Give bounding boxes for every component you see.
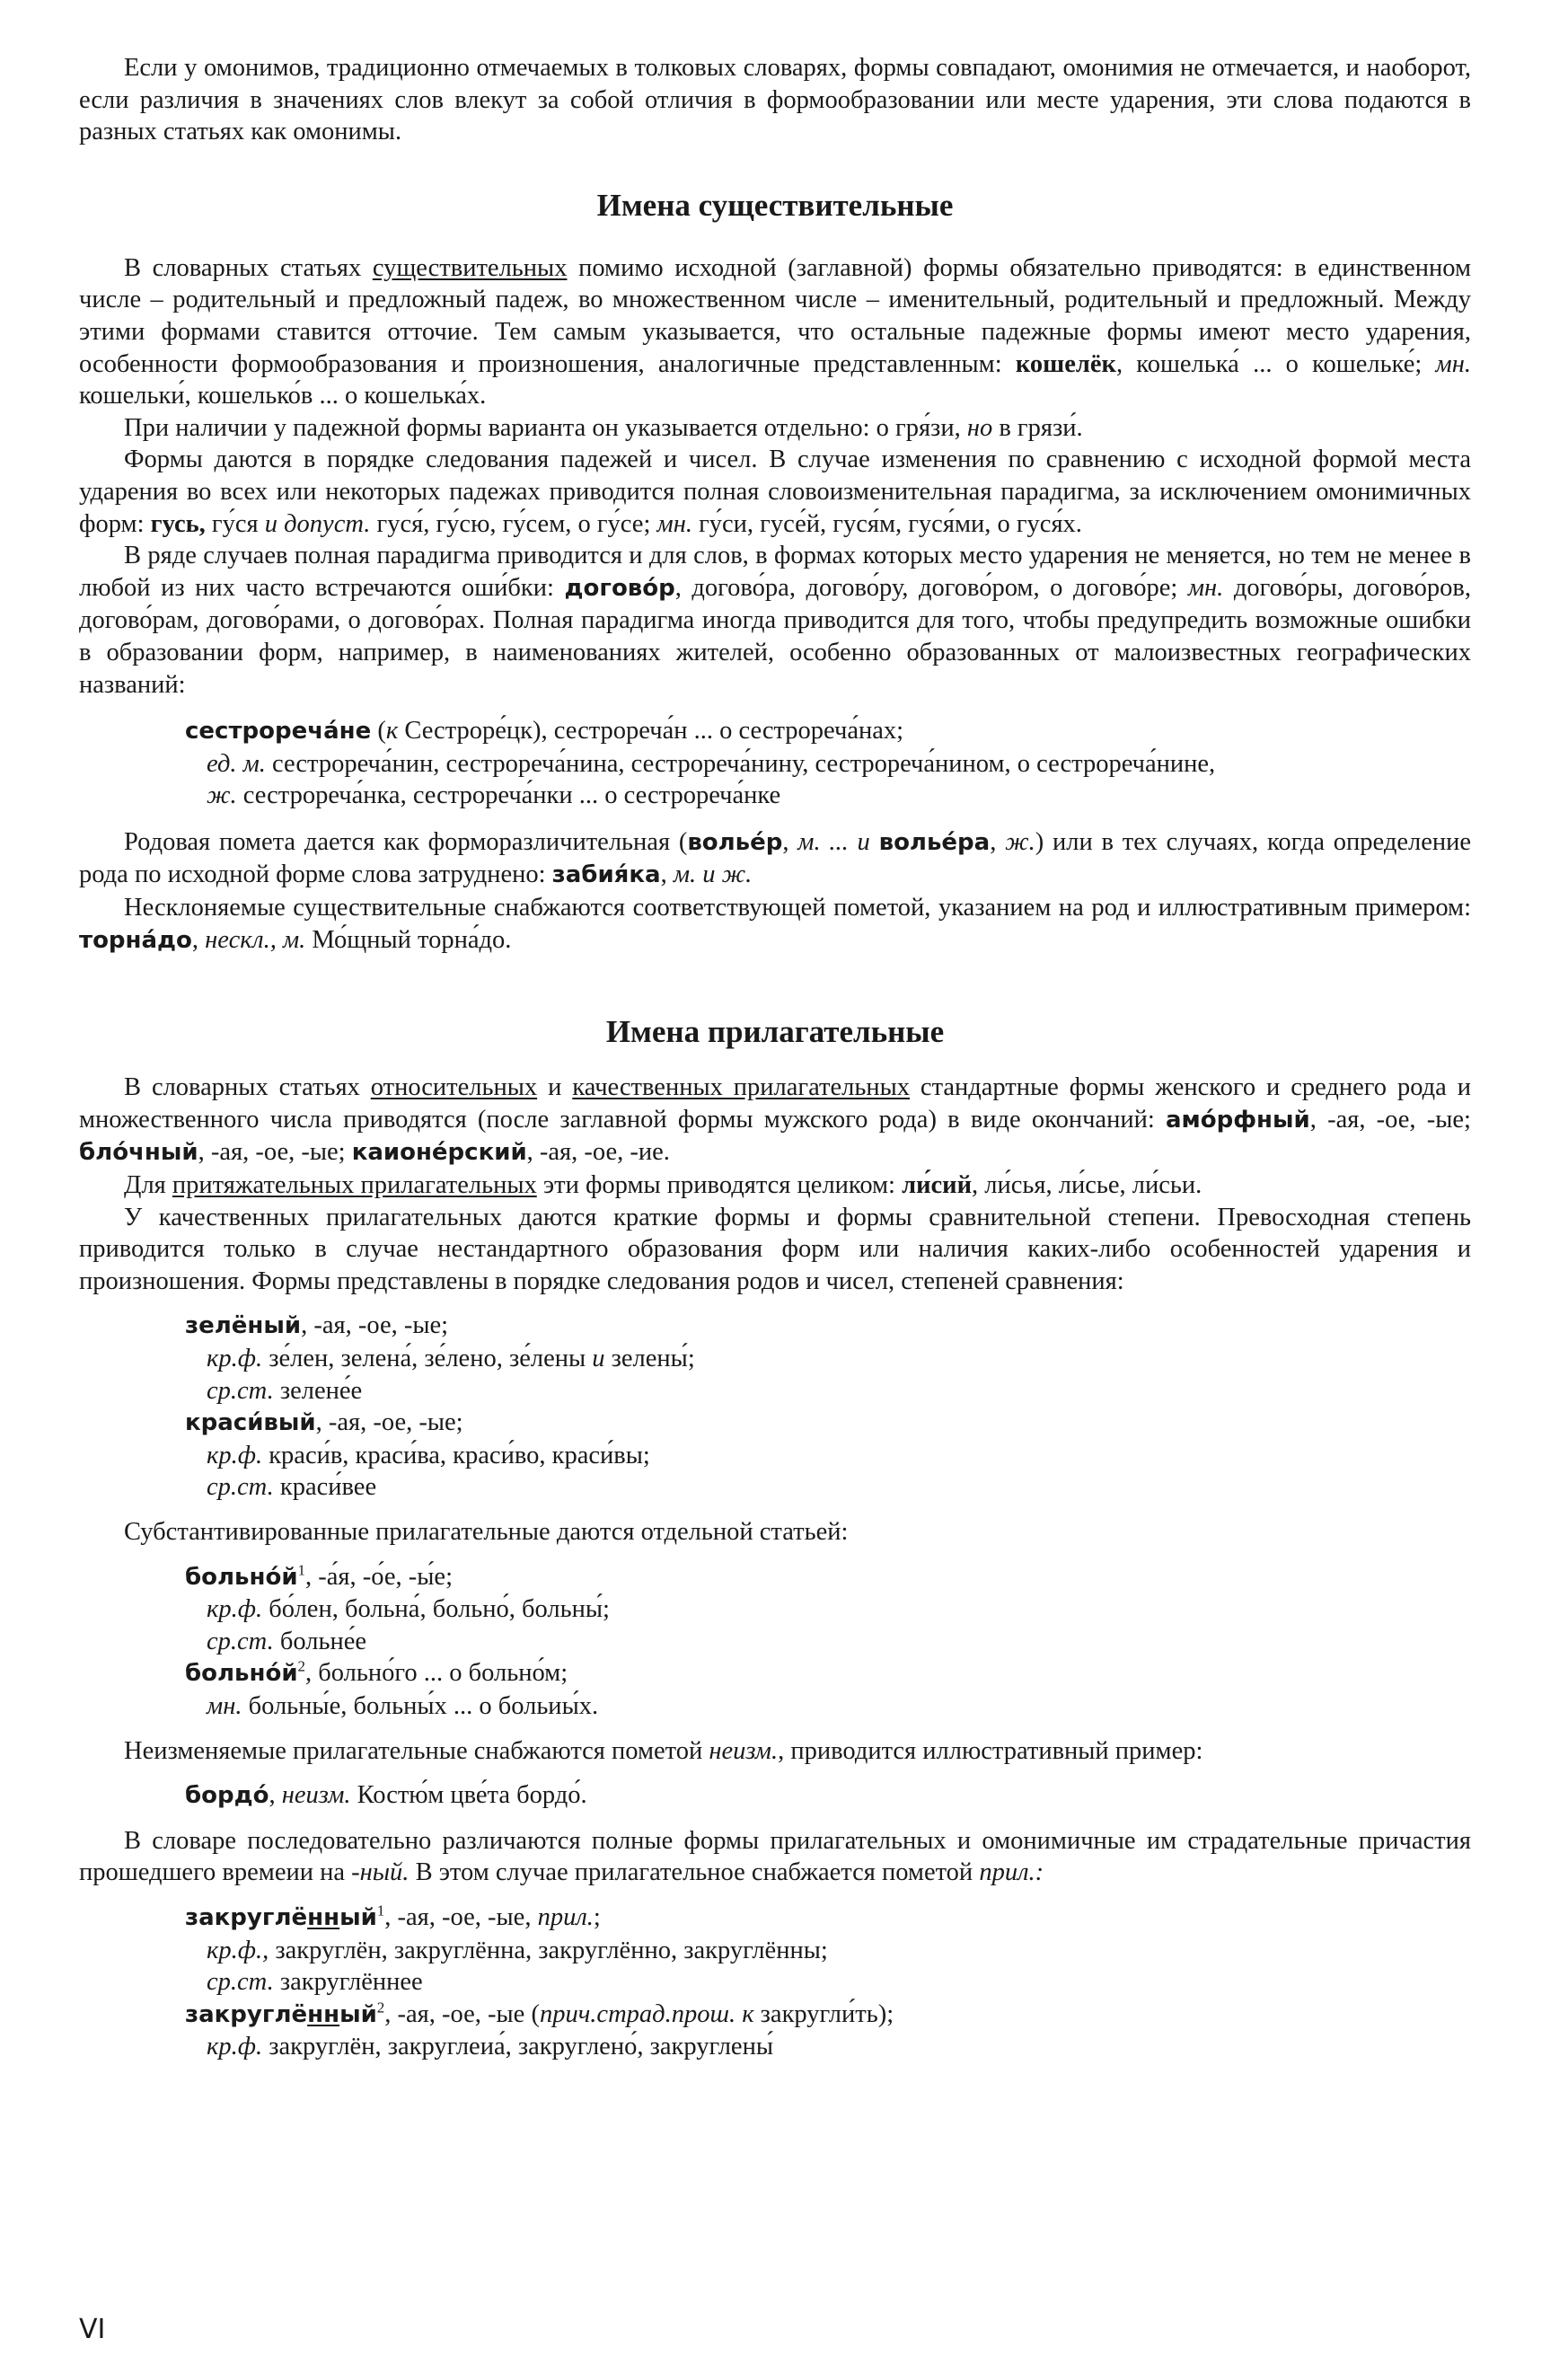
entry-line: краси́вый, -ая, -ое, -ые;	[185, 1408, 463, 1437]
page-number: VI	[79, 2314, 106, 2345]
adjectives-paragraph-4: Субстантивированные прилагательные даются отдельной статьей:	[124, 1517, 849, 1546]
nouns-paragraph-1: В словарных статьях существительных помимо исходной (заглавной) формы обязательно приводятся: в единственном числе – родительный и предложный падеж, во множественном числе – именительный, родительный и предложный. Между этими формами ставится отточие. Тем самым указывается, что остальные падежные формы имеют место ударения, особенности формообразования и произношения, аналогичные представленным: кошелёк, кошелька́ ... о кошельке́; мн. кошельки́, кошелько́в ... о кошелька́х.	[79, 253, 1471, 410]
headword: зелёный	[185, 1312, 302, 1340]
headword: каионе́рский	[351, 1139, 527, 1167]
nouns-term-link: существительных	[372, 253, 568, 282]
homonym-index: 2	[297, 1657, 306, 1675]
homonym-index: 1	[297, 1561, 306, 1579]
text-column	[79, 52, 1471, 2076]
example-entry-sestroretsk	[185, 715, 1471, 812]
entry-line: ж. сестрореча́нка, сестрореча́нки ... о сестрореча́нке	[207, 781, 781, 810]
entry-line: кр.ф. краси́в, краси́ва, краси́во, краси́вы;	[207, 1441, 650, 1469]
adjectives-term-link: относительных	[370, 1073, 538, 1102]
intro-paragraph: Если у омонимов, традиционно отмечаемых в толковых словарях, формы совпадают, омонимия не отмечается, и наоборот, если различия в значениях слов влекут за собой отличия в формообразовании или месте ударения, эти слова подаются в разных статьях как омонимы.	[79, 54, 1471, 146]
adjectives-paragraph-2: Для притяжательных прилагательных эти формы приводятся целиком: ли́сий, ли́сья, ли́сье, ли́сьи.	[124, 1171, 1202, 1200]
nouns-section-title: Имена существительные	[596, 187, 954, 223]
adjectives-section-title: Имена прилагательные	[605, 1014, 945, 1050]
headword: амо́рфный	[1165, 1106, 1310, 1134]
entry-line: ср.ст. зелене́е	[207, 1376, 363, 1405]
headword: волье́р	[687, 828, 783, 856]
adjectives-paragraph-5: Неизменяемые прилагательные снабжаются пометой неизм., приводится иллюстративный пример:	[124, 1736, 1203, 1765]
nouns-paragraph-2: При наличии у падежной формы варианта он указывается отдельно: о гря́зи, но в грязи́.	[124, 413, 1083, 442]
nouns-paragraph-6: Несклоняемые существительные снабжаются соответствующей пометой, указанием на род и иллюстративным примером: торна́до, нескл., м. Мо́щный торна́до.	[79, 894, 1471, 954]
headword: догово́р	[564, 574, 675, 602]
entry-line: закруглённый$^1$, -ая, -ое, -ые, прил.;	[185, 1902, 601, 1931]
example-entry-bordo	[185, 1779, 1471, 1813]
example-entry-zelyony	[185, 1310, 1471, 1504]
headword: сестрореча́не	[185, 718, 372, 746]
headword: закруглённый	[185, 1903, 377, 1931]
headword: краси́вый	[185, 1409, 316, 1437]
headword: кошелёк	[1015, 349, 1116, 378]
entry-line: ср.ст. закруглённее	[207, 1968, 423, 1997]
adjectives-paragraph-6: В словаре последовательно различаются полные формы прилагательных и омонимичные им страдательные причастия прошедшего времеии на -ный. В этом случае прилагательное снабжается пометой прил.:	[79, 1826, 1471, 1887]
entry-line: сестрореча́не (к Сестроре́цк), сестрореча́н ... о сестрореча́нах;	[185, 717, 904, 746]
headword: торна́до	[79, 926, 192, 954]
nouns-paragraph-4: В ряде случаев полная парадигма приводится и для слов, в формах которых место ударения не меняется, но тем не менее в любой из них часто встречаются оши́бки: догово́р, догово́ра, догово́ру, догово́ром, о догово́ре; мн. догово́ры, догово́ров, догово́рам, догово́рами, о догово́рах. Полная парадигма иногда приводится для того, чтобы предупредить возможные ошибки в образовании форм, например, в наименованиях жителей, особенно образованных от малоизвестных географических названий:	[79, 542, 1472, 699]
entry-line: кр.ф., закруглён, закруглённа, закруглённо, закруглённы;	[207, 1936, 828, 1964]
headword: гусь,	[150, 509, 206, 538]
headword: больно́й	[185, 1660, 298, 1688]
entry-line: $больно́й^2$, больно́го ... о больно́м;	[185, 1657, 568, 1688]
entry-line: ед. м. сестрореча́нин, сестрореча́нина, сестрореча́нину, сестрореча́нином, о сестрореча́нине,	[207, 749, 1216, 778]
example-entry-bolnoy	[185, 1561, 1471, 1723]
entry-line: $больно́й^1$, -а́я, -о́е, -ы́е;	[185, 1561, 453, 1591]
entry-line: закруглённый$^2$, -ая, -ое, -ые (прич.страд.прош. к закругли́ть);	[185, 1999, 894, 2028]
example-entry-zakruglyonny	[185, 1902, 1471, 2063]
entry-line: ср.ст. больне́е	[207, 1627, 367, 1655]
nouns-paragraph-5: Родовая помета дается как форморазличительная (волье́р, м. ... и волье́ра, ж.) или в тех случаях, когда определение рода по исходной форме слова затруднено: забия́ка, м. и ж.	[79, 827, 1472, 889]
entry-line: ср.ст. краси́вее	[207, 1473, 377, 1502]
entry-line: кр.ф. бо́лен, больна́, больно́, больны́;	[207, 1595, 610, 1624]
adjectives-term-link: качественных прилагательных	[572, 1073, 910, 1102]
headword: ли́сий	[902, 1171, 973, 1200]
headword: закруглённый	[185, 2000, 377, 2028]
entry-line: бордо́, неизм. Костю́м цве́та бордо́.	[185, 1781, 587, 1810]
homonym-index: 2	[376, 1999, 385, 2016]
entry-line: мн. больны́е, больны́х ... о больиы́х.	[207, 1691, 599, 1720]
nouns-paragraph-3: Формы даются в порядке следования падежей и чисел. В случае изменения по сравнению с исходной формой места ударения во всех или некоторых падежах приводится полная словоизменительная парадигма, за исключением омонимичных форм: гусь, гу́ся и допуст. гуся́, гу́сю, гу́сем, о гу́се; мн. гу́си, гусе́й, гуся́м, гуся́ми, о гуся́х.	[79, 446, 1471, 538]
entry-line: зелёный, -ая, -ое, -ые;	[185, 1311, 449, 1340]
entry-line: кр.ф. зе́лен, зелена́, зе́лено, зе́лены и зелены́;	[207, 1345, 695, 1372]
headword: забия́ка	[551, 861, 661, 889]
adjectives-paragraph-3: У качественных прилагательных даются краткие формы и формы сравнительной степени. Превосходная степень приводится только в случае нестандартного образования форм или наличия каких-либо особенностей ударения и произношения. Формы представлены в порядке следования родов и чисел, степеней сравнения:	[79, 1203, 1471, 1295]
headword: бордо́	[185, 1782, 269, 1810]
headword: бло́чный	[79, 1139, 198, 1167]
adjectives-term-link: притяжательных прилагательных	[172, 1171, 537, 1200]
headword: больно́й	[185, 1563, 298, 1591]
headword: волье́ра	[878, 828, 991, 856]
homonym-index: 1	[376, 1902, 385, 1919]
entry-line: кр.ф. закруглён, закруглеиа́, закруглено́, закруглены́	[207, 2033, 773, 2061]
adjectives-paragraph-1: В словарных статьях относительных и качественных прилагательных стандартные формы женского и среднего рода и множественного числа приводятся (после заглавной формы мужского рода) в виде окончаний: амо́рфный, -ая, -ое, -ые; бло́чный, -ая, -ое, -ые; каионе́рский, -ая, -ое, -ие.	[79, 1073, 1471, 1167]
